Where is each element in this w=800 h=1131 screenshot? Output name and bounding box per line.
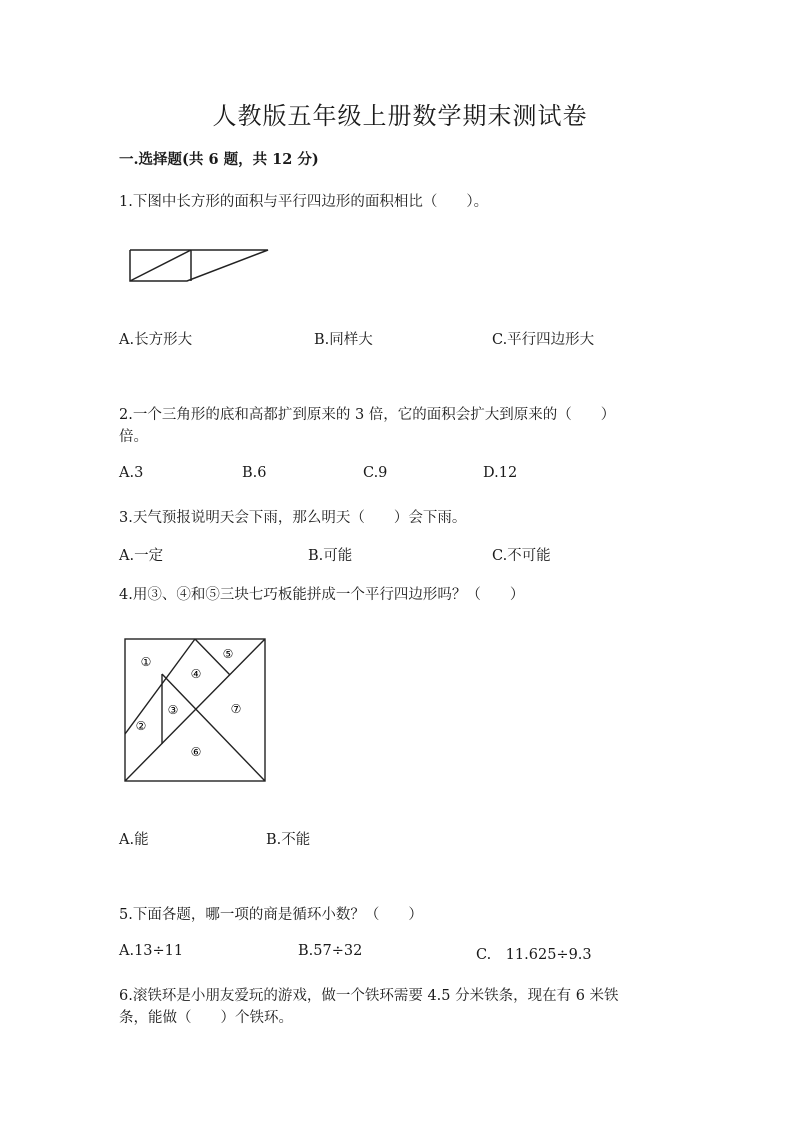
rectangle-parallelogram-figure: [125, 244, 275, 286]
question-2-option-b[interactable]: B.6: [242, 465, 267, 481]
question-1-option-c[interactable]: C.平行四边形大: [492, 332, 595, 348]
question-4-option-a[interactable]: A.能: [119, 832, 149, 848]
question-2-option-c[interactable]: C.9: [363, 465, 388, 481]
tangram-label-7: ⑦: [230, 702, 242, 716]
question-3-option-b[interactable]: B.可能: [308, 548, 353, 564]
question-4-stem: 4.用③、④和⑤三块七巧板能拼成一个平行四边形吗？（ ）: [119, 587, 525, 603]
question-5-option-c[interactable]: C. 11.625÷9.3: [476, 947, 592, 963]
question-2-option-a[interactable]: A.3: [119, 465, 144, 481]
question-5-option-a[interactable]: A.13÷11: [119, 943, 184, 959]
page-title: 人教版五年级上册数学期末测试卷: [212, 102, 588, 130]
tangram-label-2: ②: [135, 719, 147, 733]
question-3-option-a[interactable]: A.一定: [119, 548, 164, 564]
question-3-option-c[interactable]: C.不可能: [492, 548, 551, 564]
tangram-label-3: ③: [167, 703, 179, 717]
question-1-option-b[interactable]: B.同样大: [314, 332, 373, 348]
question-2-option-d[interactable]: D.12: [483, 465, 518, 481]
question-2-stem-line2: 倍。: [119, 429, 148, 445]
question-5-stem: 5.下面各题，哪一项的商是循环小数？（ ）: [119, 907, 423, 923]
tangram-label-5: ⑤: [222, 647, 234, 661]
question-1-stem: 1.下图中长方形的面积与平行四边形的面积相比（ ）。: [119, 194, 489, 210]
tangram-label-4: ④: [190, 667, 202, 681]
question-3-stem: 3.天气预报说明天会下雨，那么明天（ ）会下雨。: [119, 510, 467, 526]
question-5-option-b[interactable]: B.57÷32: [298, 943, 363, 959]
question-6-stem-line2: 条，能做（ ）个铁环。: [119, 1010, 293, 1026]
tangram-figure: [120, 636, 270, 786]
tangram-label-1: ①: [140, 655, 152, 669]
question-4-option-b[interactable]: B.不能: [266, 832, 311, 848]
tangram-label-6: ⑥: [190, 745, 202, 759]
question-6-stem-line1: 6.滚铁环是小朋友爱玩的游戏，做一个铁环需要 4.5 分米铁条，现在有 6 米铁: [119, 988, 619, 1004]
question-2-stem-line1: 2.一个三角形的底和高都扩到原来的 3 倍，它的面积会扩大到原来的（ ）: [119, 407, 616, 423]
section-heading: 一.选择题(共 6 题，共 12 分): [119, 151, 319, 168]
question-1-option-a[interactable]: A.长方形大: [119, 332, 193, 348]
